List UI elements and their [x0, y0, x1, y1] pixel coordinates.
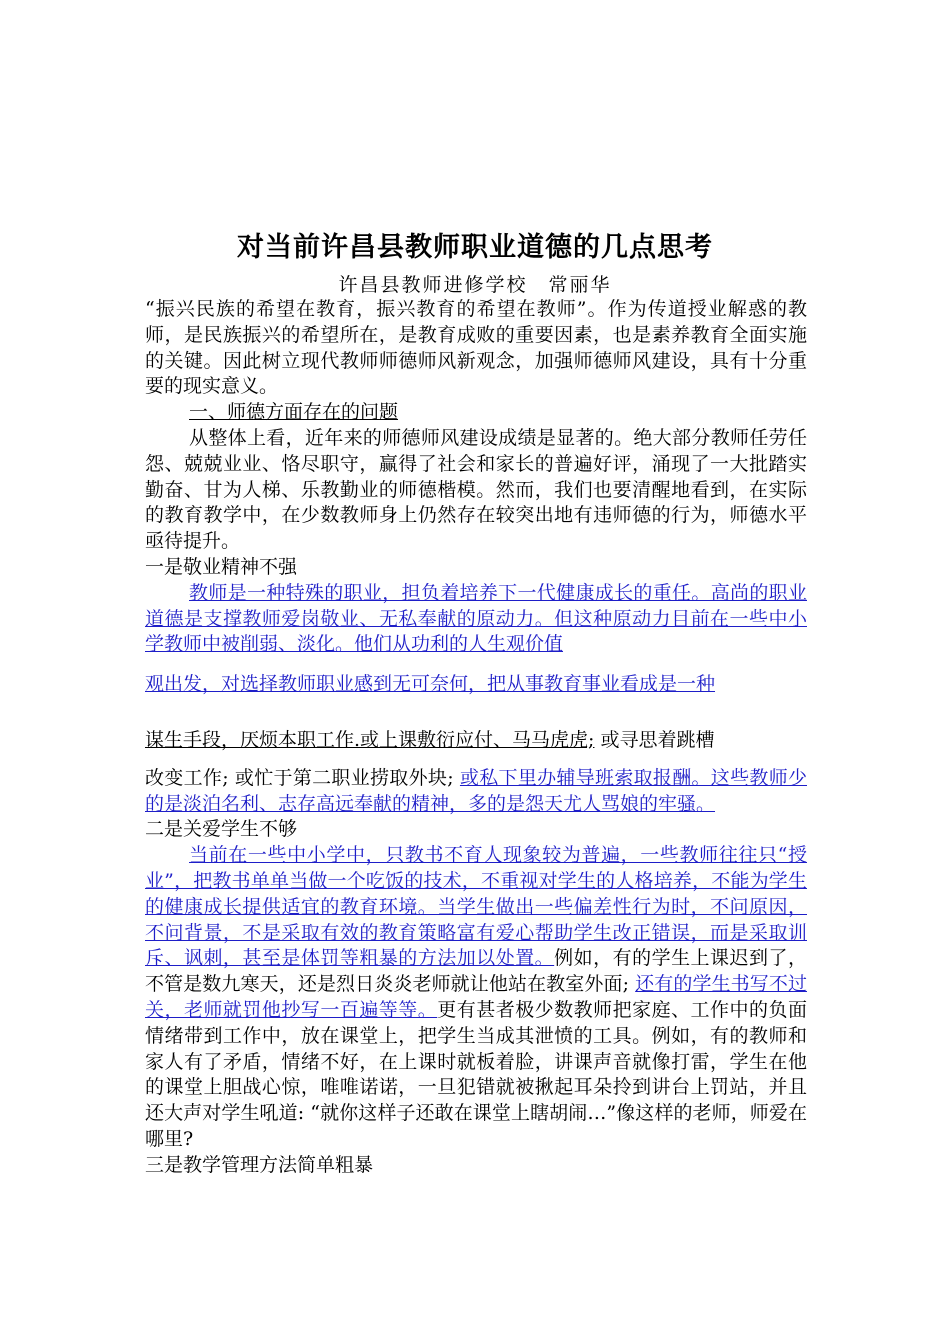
point1-line2-wrap: [145, 672, 807, 698]
section1-heading-wrap: [145, 400, 807, 426]
point2-text1: 例如，有的学生上课迟到了，不管是数九寒天，还是烈日炎炎老师就让他站在教室外面;: [145, 947, 807, 996]
section1-heading: 一、师德方面存在的问题: [189, 401, 399, 424]
point1-line4: [145, 766, 807, 818]
point2-paragraph: [145, 843, 807, 1153]
point2-text2: 更有甚者极少数教师把家庭、工作中的负面情绪带到工作中，放在课堂上，把学生当成其泄愤的工具。例如，有的教师和家人有了矛盾，情绪不好，在上课时就板着脸，讲课声音就像打雷，学生在他的课堂上胆战心惊，唯唯诺诺，一旦犯错就被揪起耳朵拎到讲台上罚站，并且还大声对学生吼道: “就你这样子还敢在课堂上瞎胡闹…”像这样的老师，师爱在哪里?: [145, 998, 807, 1150]
point1-line3-rest: 或寻思着跳槽: [594, 728, 715, 751]
point2-link[interactable]: 当前在一些中小学中，只教书不育人现象较为普遍，一些教师往往只“授业”，把教书单单当做一个吃饭的技术，不重视对学生的人格培养，不能为学生的健康成长提供适宜的教育环境。当学生做出一些偏差性行为时，不问原因，不问背景，不是采取有效的教育策略富有爱心帮助学生改正错误，而是采取训斥、讽刺，甚至是体罚等粗暴的方法加以处置。: [145, 844, 807, 970]
point1-link2[interactable]: 或私下里办辅导班索取报酬。这些教师少的是淡泊名利、志存高远奉献的精神，多的是怨天尤人骂娘的牢骚。: [145, 766, 807, 815]
point3-heading: 三是教学管理方法简单粗暴: [145, 1153, 374, 1176]
point1-line3: [145, 728, 807, 754]
point1-link[interactable]: 教师是一种特殊的职业，担负着培养下一代健康成长的重任。高尚的职业道德是支撑教师爱岗敬业、无私奉献的原动力。但这种原动力目前在一些中小学教师中被削弱、淡化。他们从功利的人生观价值: [145, 581, 807, 656]
intro-paragraph: “振兴民族的希望在教育，振兴教育的希望在教师”。作为传道授业解惑的教师，是民族振兴的希望所在，是教育成败的重要因素，也是素养教育全面实施的关键。因此树立现代教师师德师风新观念，加强师德师风建设，具有十分重要的现实意义。: [145, 298, 807, 398]
point1-line2[interactable]: 观出发，对选择教师职业感到无可奈何，把从事教育事业看成是一种: [145, 673, 716, 696]
document-author: 许昌县教师进修学校 常丽华: [338, 274, 612, 296]
point1-line3-underlined: 谋生手段，厌烦本职工作.或上课敷衍应付、马马虎虎;: [145, 728, 595, 751]
point2-heading: 二是关爱学生不够: [145, 818, 298, 841]
document-title: 对当前许昌县教师职业道德的几点思考: [237, 232, 713, 263]
document-body: [145, 297, 807, 1179]
point2-link2[interactable]: 还有的学生书写不过关，老师就罚他抄写一百遍等等。: [145, 973, 807, 1021]
point1-line4-start: 改变工作; 或忙于第二职业捞取外块;: [145, 766, 460, 789]
point1-paragraph-wrap: [145, 581, 807, 658]
section1-paragraph: 从整体上看，近年来的师德师风建设成绩是显著的。绝大部分教师任劳任怨、兢兢业业、恪尽职守，赢得了社会和家长的普遍好评，涌现了一大批踏实勤奋、甘为人梯、乐教勤业的师德楷模。然而，我们也要清醒地看到，在实际的教育教学中，在少数教师身上仍然存在较突出地有违师德的行为，师德水平亟待提升。: [145, 426, 807, 553]
point1-heading: 一是敬业精神不强: [145, 555, 298, 578]
